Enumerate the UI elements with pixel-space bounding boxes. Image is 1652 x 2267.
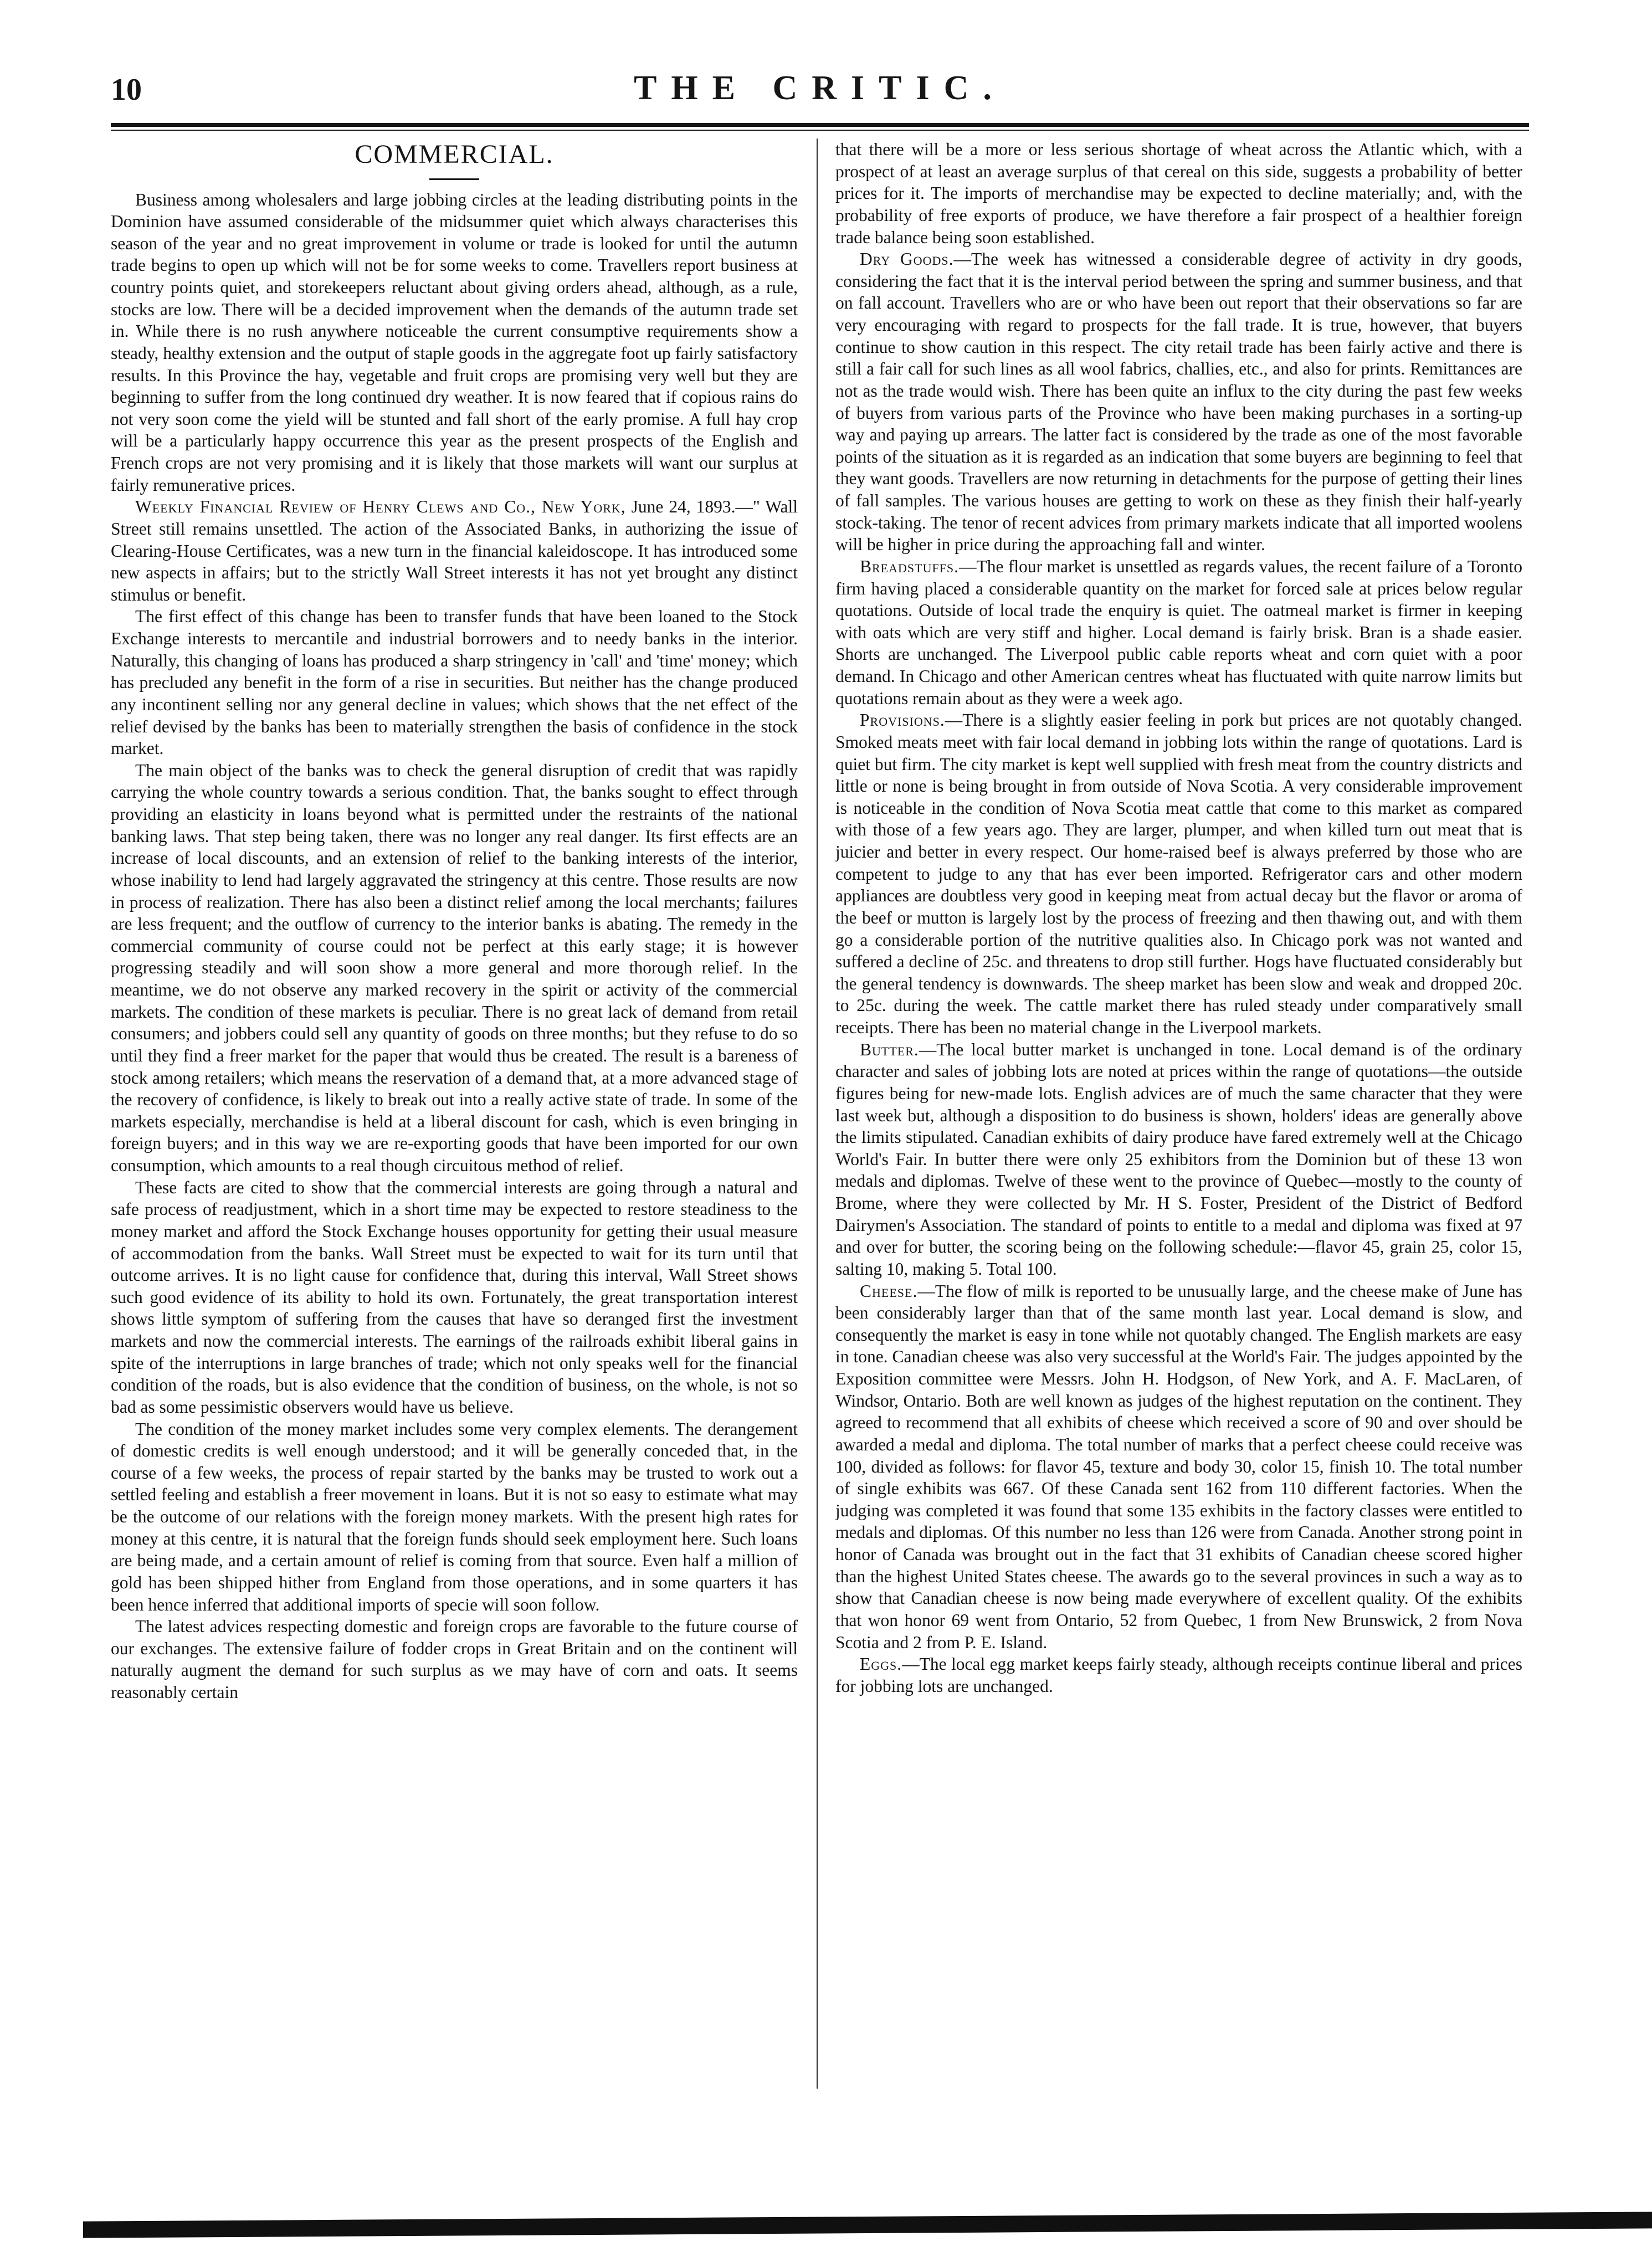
paragraph — [835, 248, 1522, 556]
right-column-body — [835, 139, 1522, 1697]
paragraph — [835, 709, 1522, 1038]
right-column — [835, 139, 1522, 2089]
paragraph — [835, 139, 1522, 248]
paragraph-text: —The flow of milk is reported to be unusually large, and the cheese make of June has been considerably larger than that of the same month last year. Local demand is slow, and consequently the market is easy in tone while not quotably changed. The English markets are easy in tone. Canadian cheese was also very successful at the World's Fair. The judges appointed by the Exposition committee were Messrs. John H. Hodgson, of New York, and A. F. MacLaren, of Windsor, Ontario. Both are well known as judges of the highest reputation on the continent. They agreed to recommend that all exhibits of cheese which received a score of 90 and over should be awarded a medal and diploma. The total number of marks that a perfect cheese could receive was 100, divided as follows: for flavor 45, texture and body 30, color 15, finish 10. The total number of single exhibits was 667. Of these Canada sent 162 from 110 different factories. When the judging was completed it was found that some 135 exhibits in the factory classes were entitled to medals and diplomas. Of this number no less than 126 were from Canada. Another strong point in honor of Canada was brought out in the fact that 31 exhibits of Canadian cheese scored higher than the highest United States cheese. The awards go to the several provinces in such a way as to show that Canadian cheese is now being made everywhere of excellent quality. Of the exhibits that won honor 69 went from Ontario, 52 from Quebec, 1 from New Brunswick, 2 from Nova Scotia and 2 from P. E. Island. — [835, 1281, 1522, 1652]
paragraph — [835, 1653, 1522, 1697]
column-divider — [817, 139, 818, 2089]
paragraph-text: —The flour market is unsettled as regards values, the recent failure of a Toronto firm having placed a considerable quantity on the market for forced sale at prices below regular quotations. Outside of local trade the enquiry is quiet. The oatmeal market is firmer in keeping with oats which are very stiff and higher. Local demand is fairly brisk. Bran is a shade easier. Shorts are unchanged. The Liverpool public cable reports wheat and corn quiet with a poor demand. In Chicago and other American centres wheat has fluctuated with quite narrow limits but quotations remain about as they were a week ago. — [835, 556, 1522, 708]
paragraph-text: These facts are cited to show that the commercial interests are going through a natural and safe process of readjustment, which in a short time may be expected to restore steadiness to the money market and afford the Stock Exchange houses opportunity for getting their usual measure of accommodation from the banks. Wall Street must be expected to wait for its turn until that outcome arrives. It is no light cause for confidence that, during this interval, Wall Street shows such good evidence of its ability to hold its own. Fortunately, the great transportation interest shows little symptom of suffering from the causes that have so deranged first the investment markets and now the commercial interests. The earnings of the railroads exhibit liberal gains in spite of the interruptions in large branches of trade; which not only speaks well for the financial condition of the roads, but is also evidence that the condition of business, on the whole, is not so bad as some pessimistic observers would have us believe. — [111, 1177, 798, 1417]
paragraph — [111, 1418, 798, 1616]
paragraph — [111, 606, 798, 759]
scan-edge-bar — [83, 2212, 1652, 2238]
paragraph-lead: Provisions. — [860, 710, 945, 730]
paragraph-text: The condition of the money market includes some very complex elements. The derangement of domestic credits is well enough understood; and it will be generally conceded that, in the course of a few weeks, the process of repair started by the banks may be trusted to work out a settled feeling and establish a freer movement in loans. But it is not so easy to estimate what may be the outcome of our relations with the foreign money markets. With the present high rates for money at this centre, it is natural that the foreign funds should seek employment here. Such loans are being made, and a certain amount of relief is coming from that source. Even half a million of gold has been shipped hither from England from those operations, and in some quarters it has been hence inferred that additional imports of specie will soon follow. — [111, 1419, 798, 1614]
paragraph-text: —The week has witnessed a considerable degree of activity in dry goods, considering the fact that it is the interval period between the spring and summer business, and that on fall account. Travellers who are or who have been out report that their observations so far are very encouraging with regard to prospects for the fall trade. It is true, however, that buyers continue to show caution in this respect. The city retail trade has been fairly active and there is still a fair call for such lines as all wool fabrics, challies, etc., and also for prints. Remittances are not as the trade would wish. There has been quite an influx to the city during the past few weeks of buyers from various parts of the Province who have been making purchases in a sorting-up way and paying up arrears. The latter fact is considered by the trade as one of the most favorable points of the situation as it is regarded as an indication that some buyers are beginning to feel that they want goods. Travellers are now returning in detachments for the purpose of getting their lines of fall samples. The various houses are getting to work on these as they finish their half-yearly stock-taking. The tenor of recent advices from primary markets indicate that all imported woolens will be higher in price during the approaching fall and winter. — [835, 249, 1522, 555]
paragraph-lead: Eggs. — [860, 1654, 902, 1674]
paragraph-text: that there will be a more or less serious shortage of wheat across the Atlantic which, with a prospect of at least an average surplus of that cereal on this side, suggests a probability of better prices for it. The imports of merchandise may be expected to decline materially; and, with the probability of free exports of produce, we have therefore a fair prospect of a healthier foreign trade balance being soon established. — [835, 140, 1522, 247]
page-header — [111, 66, 1529, 111]
paragraph-lead: Breadstuffs. — [860, 556, 960, 576]
paragraph-text: June 24, 1893.—" Wall Street still remains unsettled. The action of the Associated Banks, in authorizing the issue of Clearing-House Certificates, was a new turn in the financial kaleidoscope. It has introduced some new aspects in affairs; but to the strictly Wall Street interests it has not yet brought any distinct stimulus or benefit. — [111, 497, 798, 604]
paragraph-lead: Dry Goods. — [860, 249, 954, 269]
left-column — [111, 139, 798, 2089]
section-title: COMMERCIAL. — [355, 140, 554, 169]
paragraph — [111, 760, 798, 1177]
header-rule — [111, 123, 1529, 127]
paragraph — [111, 496, 798, 606]
paragraph-lead: Weekly Financial Review of Henry Clews and Co., New York, — [135, 497, 626, 517]
paragraph — [835, 1280, 1522, 1654]
paragraph-lead: Cheese. — [860, 1281, 918, 1301]
paragraph — [111, 1177, 798, 1418]
page-number: 10 — [111, 73, 142, 107]
paragraph — [111, 1615, 798, 1704]
paragraph-lead: Butter. — [860, 1039, 919, 1059]
paragraph-text: —There is a slightly easier feeling in pork but prices are not quotably changed. Smoked meats meet with fair local demand in jobbing lots within the range of quotations. Lard is quiet but firm. The city market is kept well supplied with fresh meat from the country districts and little or none is being brought in from outside of Nova Scotia. A very considerable improvement is noticeable in the condition of Nova Scotia meat cattle that come to this market as compared with those of a few years ago. They are larger, plumper, and when killed turn out meat that is juicier and better in every respect. Our home-raised beef is always preferred by those who are competent to judge to any that has ever been imported. Refrigerator cars and other modern appliances are doubtless very good in keeping meat from actual decay but the flavor or aroma of the beef or mutton is largely lost by the process of freezing and then thawing out, and with them go a considerable portion of the nutritive qualities also. In Chicago pork was not wanted and suffered a decline of 25c. and threatens to drop still further. Hogs have fluctuated considerably but the general tendency is downwards. The sheep market has been slow and weak and dropped 20c. to 25c. during the week. The cattle market there has ruled steady under comparatively small receipts. There has been no material change in the Liverpool markets. — [835, 710, 1522, 1037]
scan-edge-band — [0, 2208, 1652, 2237]
paragraph — [835, 556, 1522, 709]
paragraph — [835, 1039, 1522, 1280]
paragraph-text: The first effect of this change has been to transfer funds that have been loaned to the Stock Exchange interests to mercantile and industrial borrowers and to needy banks in the interior. Naturally, this changing of loans has produced a sharp stringency in 'call' and 'time' money; which has precluded any benefit in the form of a rise in securities. But neither has the change produced any incontinent selling nor any general decline in values; which shows that the net effect of the relief devised by the banks has been to materially strengthen the basis of confidence in the stock market. — [111, 607, 798, 758]
paragraph-text: —The local egg market keeps fairly steady, although receipts continue liberal and prices for jobbing lots are unchanged. — [835, 1654, 1522, 1696]
paragraph-text: The latest advices respecting domestic and foreign crops are favorable to the future course of our exchanges. The extensive failure of fodder crops in Great Britain and on the continent will naturally augment the demand for such surplus as we may have of corn and oats. It seems reasonably certain — [111, 1617, 798, 1702]
title-rule — [429, 178, 479, 180]
paragraph-text: The main object of the banks was to check the general disruption of credit that was rapidly carrying the whole country towards a serious condition. That, the banks sought to effect through providing an elasticity in loans beyond what is permitted under the restraints of the national banking laws. That step being taken, there was no longer any real danger. Its first effects are an increase of local discounts, and an extension of relief to the banking interests of the interior, whose inability to lend had largely aggravated the stringency at this centre. Those results are now in process of realization. There has also been a distinct relief among the local merchants; failures are less frequent; and the outflow of currency to the interior banks is abating. The remedy in the commercial community of course could not be perfect at this early stage; it is however progressing steadily and will soon show a more general and more thorough relief. In the meantime, we do not observe any marked recovery in the spirit or activity of the commercial markets. The condition of these markets is peculiar. There is no great lack of demand from retail consumers; and jobbers could sell any quantity of goods on three months; but they refuse to do so until they find a freer market for the paper that would thus be created. The result is a bareness of stock among retailers; which means the reservation of a demand that, at a more advanced stage of the recovery of confidence, is likely to break out into a really active state of trade. In some of the markets especially, merchandise is held at a liberal discount for cash, which is even bringing in foreign buyers; and in this way we are re-exporting goods that have been imported for our own consumption, which amounts to a real though circuitous method of relief. — [111, 760, 798, 1176]
paragraph-text: Business among wholesalers and large jobbing circles at the leading distributing points in the Dominion have assumed considerable of the midsummer quiet which always characterises this season of the year and no great improvement in volume or trade is looked for until the autumn trade begins to open up which will not be for some weeks to come. Travellers report business at country points quiet, and storekeepers reluctant about giving orders ahead, although, as a rule, stocks are low. There will be a decided improvement when the demands of the autumn trade set in. While there is no rush anywhere noticeable the current consumptive requirements show a steady, healthy extension and the output of staple goods in the aggregate foot up fairly satisfactory results. In this Province the hay, vegetable and fruit crops are promising very well but they are beginning to suffer from the long continued dry weather. It is now feared that if copious rains do not very soon come the yield will be stunted and fall short of the early promise. A full hay crop will be a particularly happy occurrence this year as the present prospects of the English and French crops are not very promising and it is likely that those markets will want our surplus at fairly remunerative prices. — [111, 189, 798, 495]
paragraph — [111, 189, 798, 496]
masthead: THE CRITIC. — [634, 69, 1006, 107]
header-rule-thin — [111, 130, 1529, 131]
paragraph-text: —The local butter market is unchanged in tone. Local demand is of the ordinary character and sales of jobbing lots are noted at prices within the range of quotations—the outside figures being for new-made lots. English advices are of much the same character that they were last week but, although a disposition to do business is shown, holders' ideas are generally above the limits stipulated. Canadian exhibits of dairy produce have fared extremely well at the Chicago World's Fair. In butter there were only 25 exhibitors from the Dominion but of these 13 won medals and diplomas. Twelve of these went to the province of Quebec—mostly to the county of Brome, where they were collected by Mr. H S. Foster, President of the District of Bedford Dairymen's Association. The standard of points to entitle to a medal and diploma was fixed at 97 and over for butter, the scoring being on the following schedule:—flavor 45, grain 25, color 15, salting 10, making 5. Total 100. — [835, 1039, 1522, 1279]
left-column-body — [111, 189, 798, 1704]
